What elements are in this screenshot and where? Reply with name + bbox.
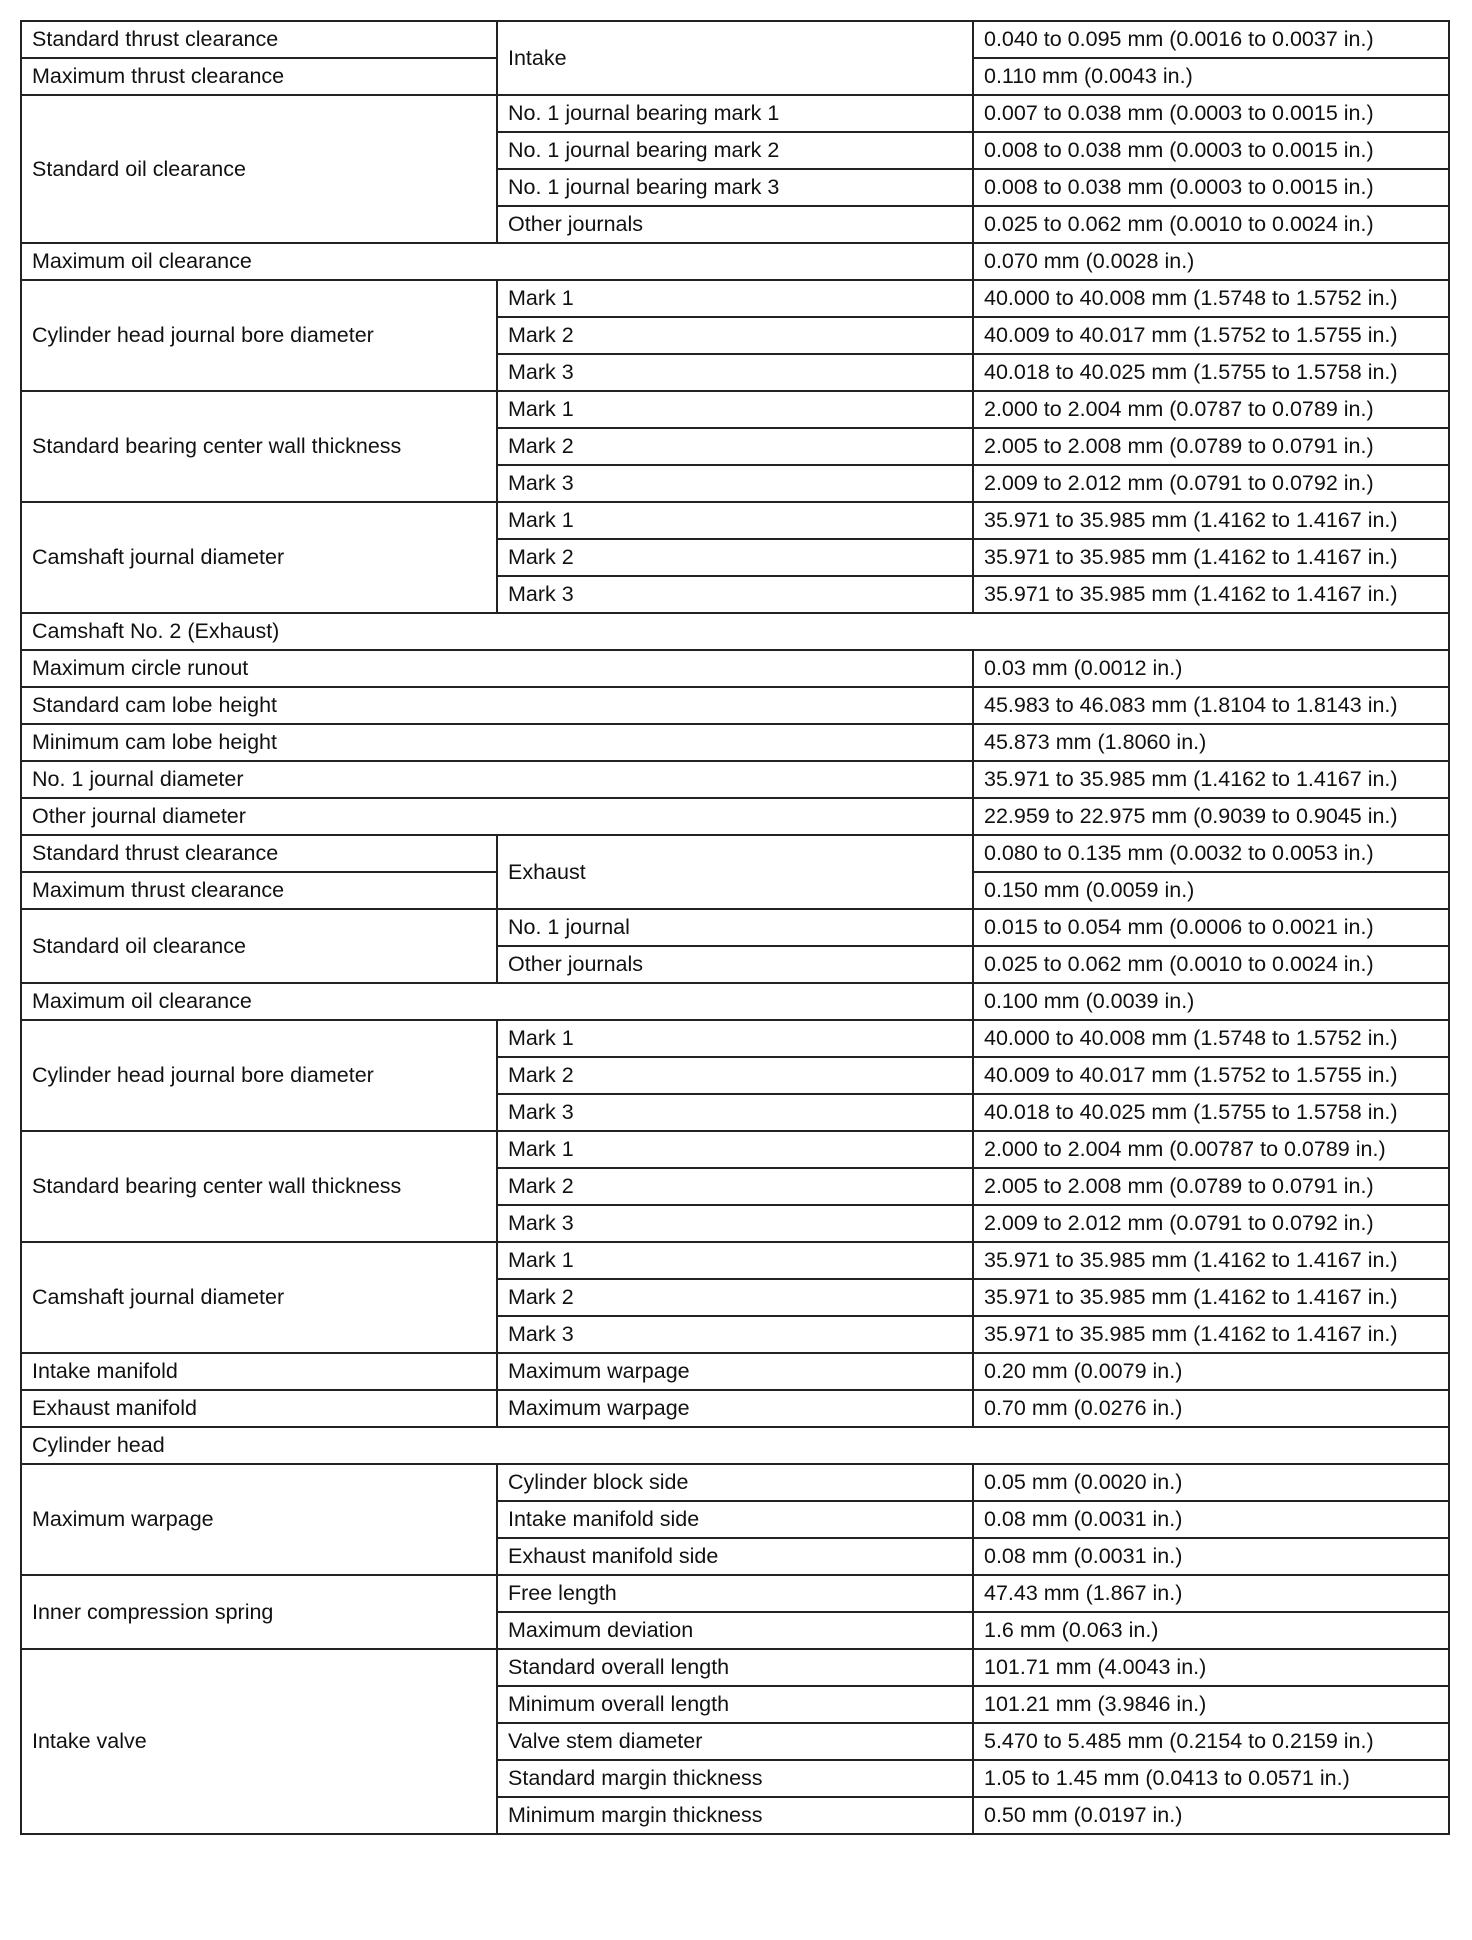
table-cell: 5.470 to 5.485 mm (0.2154 to 0.2159 in.) — [973, 1723, 1449, 1760]
table-cell: Exhaust manifold — [21, 1390, 497, 1427]
table-cell: 2.005 to 2.008 mm (0.0789 to 0.0791 in.) — [973, 428, 1449, 465]
table-cell: 2.009 to 2.012 mm (0.0791 to 0.0792 in.) — [973, 465, 1449, 502]
table-cell: No. 1 journal bearing mark 2 — [497, 132, 973, 169]
table-cell: Standard thrust clearance — [21, 835, 497, 872]
table-cell: Mark 2 — [497, 539, 973, 576]
table-cell: Mark 1 — [497, 502, 973, 539]
table-cell: Intake manifold — [21, 1353, 497, 1390]
table-cell: 2.009 to 2.012 mm (0.0791 to 0.0792 in.) — [973, 1205, 1449, 1242]
table-row — [21, 280, 1449, 317]
table-cell: Valve stem diameter — [497, 1723, 973, 1760]
table-cell: 22.959 to 22.975 mm (0.9039 to 0.9045 in.) — [973, 798, 1449, 835]
table-cell: Other journal diameter — [21, 798, 973, 835]
table-row — [21, 243, 1449, 280]
table-row — [21, 724, 1449, 761]
table-cell: 35.971 to 35.985 mm (1.4162 to 1.4167 in.) — [973, 1316, 1449, 1353]
table-cell: 40.000 to 40.008 mm (1.5748 to 1.5752 in.) — [973, 1020, 1449, 1057]
table-cell: Mark 1 — [497, 1131, 973, 1168]
table-cell: Intake manifold side — [497, 1501, 973, 1538]
table-cell: Standard bearing center wall thickness — [21, 1131, 497, 1242]
table-cell: 0.50 mm (0.0197 in.) — [973, 1797, 1449, 1834]
table-cell: Standard margin thickness — [497, 1760, 973, 1797]
table-cell: 0.03 mm (0.0012 in.) — [973, 650, 1449, 687]
table-cell: 0.100 mm (0.0039 in.) — [973, 983, 1449, 1020]
table-cell: 0.70 mm (0.0276 in.) — [973, 1390, 1449, 1427]
table-cell: Mark 3 — [497, 354, 973, 391]
table-row — [21, 95, 1449, 132]
table-cell: 40.009 to 40.017 mm (1.5752 to 1.5755 in.) — [973, 1057, 1449, 1094]
specification-table — [20, 20, 1450, 1835]
table-cell: No. 1 journal bearing mark 3 — [497, 169, 973, 206]
table-cell: 45.983 to 46.083 mm (1.8104 to 1.8143 in.) — [973, 687, 1449, 724]
table-row — [21, 21, 1449, 58]
table-row — [21, 1020, 1449, 1057]
table-cell: 0.008 to 0.038 mm (0.0003 to 0.0015 in.) — [973, 169, 1449, 206]
table-cell: Standard overall length — [497, 1649, 973, 1686]
table-cell: 101.21 mm (3.9846 in.) — [973, 1686, 1449, 1723]
table-cell: Standard oil clearance — [21, 95, 497, 243]
table-cell: No. 1 journal diameter — [21, 761, 973, 798]
table-row — [21, 687, 1449, 724]
table-cell: Exhaust manifold side — [497, 1538, 973, 1575]
table-cell: 2.000 to 2.004 mm (0.00787 to 0.0789 in.) — [973, 1131, 1449, 1168]
table-row — [21, 798, 1449, 835]
table-cell: Minimum cam lobe height — [21, 724, 973, 761]
table-cell: Camshaft journal diameter — [21, 1242, 497, 1353]
table-cell: 0.150 mm (0.0059 in.) — [973, 872, 1449, 909]
table-cell: Mark 2 — [497, 1168, 973, 1205]
table-cell: Mark 3 — [497, 465, 973, 502]
table-row — [21, 1242, 1449, 1279]
table-cell: Cylinder head journal bore diameter — [21, 1020, 497, 1131]
table-cell: Maximum thrust clearance — [21, 872, 497, 909]
table-cell: Exhaust — [497, 835, 973, 909]
table-row — [21, 391, 1449, 428]
table-cell: Mark 1 — [497, 1242, 973, 1279]
table-row — [21, 983, 1449, 1020]
table-cell: Mark 2 — [497, 428, 973, 465]
table-row — [21, 835, 1449, 872]
table-cell: Mark 2 — [497, 1057, 973, 1094]
table-cell: 35.971 to 35.985 mm (1.4162 to 1.4167 in.) — [973, 539, 1449, 576]
table-row — [21, 1464, 1449, 1501]
table-cell: 40.018 to 40.025 mm (1.5755 to 1.5758 in.) — [973, 1094, 1449, 1131]
table-cell: Maximum warpage — [497, 1390, 973, 1427]
table-row — [21, 613, 1449, 650]
table-cell: 0.025 to 0.062 mm (0.0010 to 0.0024 in.) — [973, 206, 1449, 243]
table-cell: Minimum overall length — [497, 1686, 973, 1723]
table-cell: 40.009 to 40.017 mm (1.5752 to 1.5755 in.) — [973, 317, 1449, 354]
table-cell: Mark 3 — [497, 1094, 973, 1131]
table-cell: Maximum circle runout — [21, 650, 973, 687]
table-cell: 35.971 to 35.985 mm (1.4162 to 1.4167 in.) — [973, 502, 1449, 539]
table-cell: Minimum margin thickness — [497, 1797, 973, 1834]
table-row — [21, 1427, 1449, 1464]
table-cell: Intake — [497, 21, 973, 95]
table-cell: 35.971 to 35.985 mm (1.4162 to 1.4167 in.) — [973, 1242, 1449, 1279]
table-cell: Mark 3 — [497, 1205, 973, 1242]
table-row — [21, 1649, 1449, 1686]
table-cell: Mark 3 — [497, 1316, 973, 1353]
table-cell: Inner compression spring — [21, 1575, 497, 1649]
table-cell: 0.007 to 0.038 mm (0.0003 to 0.0015 in.) — [973, 95, 1449, 132]
table-cell: Mark 3 — [497, 576, 973, 613]
table-cell: 40.018 to 40.025 mm (1.5755 to 1.5758 in.) — [973, 354, 1449, 391]
table-cell: 1.05 to 1.45 mm (0.0413 to 0.0571 in.) — [973, 1760, 1449, 1797]
table-cell: 45.873 mm (1.8060 in.) — [973, 724, 1449, 761]
table-cell: Maximum oil clearance — [21, 243, 973, 280]
table-cell: 0.070 mm (0.0028 in.) — [973, 243, 1449, 280]
table-cell: 35.971 to 35.985 mm (1.4162 to 1.4167 in.) — [973, 761, 1449, 798]
table-cell: 40.000 to 40.008 mm (1.5748 to 1.5752 in.) — [973, 280, 1449, 317]
table-cell: Mark 2 — [497, 317, 973, 354]
table-cell: 0.05 mm (0.0020 in.) — [973, 1464, 1449, 1501]
table-cell: 0.08 mm (0.0031 in.) — [973, 1501, 1449, 1538]
table-cell: Standard bearing center wall thickness — [21, 391, 497, 502]
table-cell: 0.110 mm (0.0043 in.) — [973, 58, 1449, 95]
table-cell: Maximum deviation — [497, 1612, 973, 1649]
table-cell: Other journals — [497, 206, 973, 243]
table-row — [21, 1353, 1449, 1390]
table-cell: Standard oil clearance — [21, 909, 497, 983]
table-cell: Camshaft journal diameter — [21, 502, 497, 613]
table-cell: Cylinder head journal bore diameter — [21, 280, 497, 391]
table-cell: Cylinder block side — [497, 1464, 973, 1501]
table-row — [21, 761, 1449, 798]
table-cell: Standard cam lobe height — [21, 687, 973, 724]
table-cell: Cylinder head — [21, 1427, 1449, 1464]
table-cell: 0.040 to 0.095 mm (0.0016 to 0.0037 in.) — [973, 21, 1449, 58]
table-cell: 0.08 mm (0.0031 in.) — [973, 1538, 1449, 1575]
table-cell: 101.71 mm (4.0043 in.) — [973, 1649, 1449, 1686]
table-cell: Maximum thrust clearance — [21, 58, 497, 95]
table-cell: Intake valve — [21, 1649, 497, 1834]
table-cell: Maximum warpage — [21, 1464, 497, 1575]
table-cell: 0.20 mm (0.0079 in.) — [973, 1353, 1449, 1390]
table-cell: 0.025 to 0.062 mm (0.0010 to 0.0024 in.) — [973, 946, 1449, 983]
table-cell: Mark 1 — [497, 280, 973, 317]
table-cell: Camshaft No. 2 (Exhaust) — [21, 613, 1449, 650]
table-cell: 0.008 to 0.038 mm (0.0003 to 0.0015 in.) — [973, 132, 1449, 169]
table-row — [21, 909, 1449, 946]
table-cell: 1.6 mm (0.063 in.) — [973, 1612, 1449, 1649]
table-row — [21, 1390, 1449, 1427]
table-cell: 2.005 to 2.008 mm (0.0789 to 0.0791 in.) — [973, 1168, 1449, 1205]
table-row — [21, 1131, 1449, 1168]
table-cell: 35.971 to 35.985 mm (1.4162 to 1.4167 in.) — [973, 576, 1449, 613]
table-cell: Other journals — [497, 946, 973, 983]
table-row — [21, 502, 1449, 539]
table-cell: Maximum warpage — [497, 1353, 973, 1390]
table-cell: 0.080 to 0.135 mm (0.0032 to 0.0053 in.) — [973, 835, 1449, 872]
specification-table-body — [21, 21, 1449, 1834]
table-cell: Mark 2 — [497, 1279, 973, 1316]
table-cell: No. 1 journal — [497, 909, 973, 946]
table-row — [21, 1575, 1449, 1612]
table-cell: Maximum oil clearance — [21, 983, 973, 1020]
table-cell: 35.971 to 35.985 mm (1.4162 to 1.4167 in.) — [973, 1279, 1449, 1316]
table-cell: 47.43 mm (1.867 in.) — [973, 1575, 1449, 1612]
table-cell: Mark 1 — [497, 1020, 973, 1057]
table-cell: Standard thrust clearance — [21, 21, 497, 58]
table-cell: Free length — [497, 1575, 973, 1612]
table-row — [21, 650, 1449, 687]
table-cell: 2.000 to 2.004 mm (0.0787 to 0.0789 in.) — [973, 391, 1449, 428]
table-cell: Mark 1 — [497, 391, 973, 428]
table-cell: No. 1 journal bearing mark 1 — [497, 95, 973, 132]
table-cell: 0.015 to 0.054 mm (0.0006 to 0.0021 in.) — [973, 909, 1449, 946]
